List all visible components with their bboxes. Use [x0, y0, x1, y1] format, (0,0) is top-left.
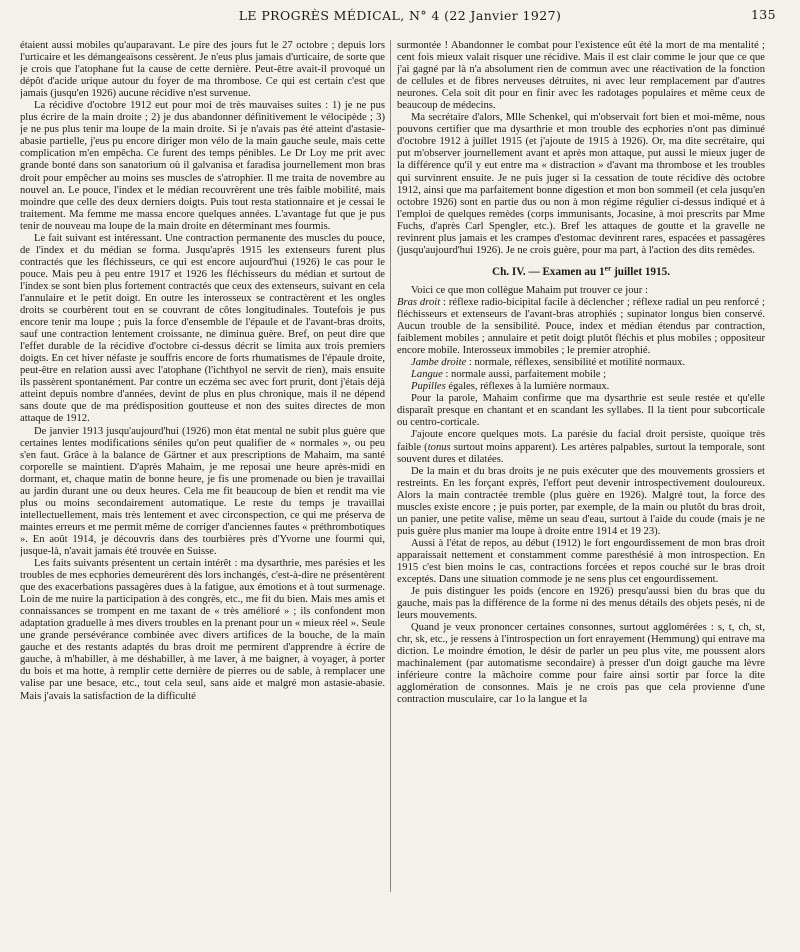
page-number: 135: [750, 7, 776, 22]
paragraph: Les faits suivants présentent un certain intérêt : ma dysarthrie, mes parésies et les troubles de mes ecphories demeurèrent dès lors inchangés, c'est-à-dire ne présentèrent que des exacerbations passagères dues à la fatigue, aux émotions et à tout surmenage. Loin de me nuire la participation à des congrès, etc., me fit du bien. Mais mes amis et connaissances se trompent en me taxant de « très amélioré » ; ils confondent mon adaptation graduelle à mes divers troubles en la prenant pour un « mieux réel ». Seule une grande persévérance combinée avec divers artifices de la bouche, de la main gauche et des restants adaptés du bras droit me permirent d'apprendre à écrire de gauche, à m'habiller, à me déshabiller, à me laver, à me baigner, à voyager, à porter du bois et ma hotte, à remplir cette dernière de pierres ou de sable, à remplacer une valise par une besace, etc., tout cela seul, sans aide et malgré mon astasie-abasie. Mais j'avais la satisfaction de la difficulté: [20, 558, 385, 702]
column-divider: [390, 40, 391, 892]
paragraph: De la main et du bras droits je ne puis exécuter que des mouvements grossiers et restreints. En les forçant exprès, l'effort peut devenir introspectivement douloureux. Alors la main contractée tremble (plus guère en 1926). Malgré tout, la force des muscles existe encore ; je puis porter, par exemple, de la main ou plutôt du bras droit, un panier, une petite valise, même un seau d'eau, surtout à l'aide du coude (mais je ne puis guère plus manier ma loupe à droite entre 1914 et 19 23).: [397, 465, 765, 537]
right-column: [397, 40, 765, 944]
paragraph: J'ajoute encore quelques mots. La parésie du facial droit persiste, quoique très faible (tonus surtout moins apparent). Les artères palpables, surtout la temporale, sont souvent dures et dilatées.: [397, 429, 765, 465]
left-column: [20, 40, 385, 944]
paragraph: étaient aussi mobiles qu'auparavant. Le pire des jours fut le 27 octobre ; depuis lors l'urticaire et les démangeaisons cessèrent. Je n'eus plus jamais d'urticaire, de sorte que je crois que l'atophane fut la cause de cette dernière. Peut-être avait-il provoqué un dépôt d'acide urique autour du foyer de ma thrombose. Ce qui est certain c'est que jamais (jusqu'en 1926) aucune récidive n'est survenue.: [20, 40, 385, 100]
paragraph: Voici ce que mon collègue Mahaim put trouver ce jour :: [411, 284, 648, 296]
chapter-heading: Ch. IV. — Examen au 1er juillet 1915.: [491, 263, 671, 278]
paragraph: De janvier 1913 jusqu'aujourd'hui (1926) mon état mental ne subit plus guère que certaines lentes modifications séniles qu'on peut qualifier de « normales », ou peu s'en faut. Grâce à la balance de Gärtner et aux prescriptions de Mahaim, ma santé corporelle se maintient. D'après Mahaim, je me reposai une heure après-midi en dormant, et, chaque matin de bonne heure, je fis une promenade ou bien je travaillai au jardin durant une ou deux heures. Cela me fit beaucoup de bien et rendit ma vie plus ou moins secondairement automatique. Le reste du temps je travaillai intellectuellement, mais très lentement et avec circonspection, ce qui me préserva de maintes erreurs et me permit même de corriger d'anciennes fautes « préthrombotiques ». En août 1914, je découvris dans des tourbières près d'Yvorne une fourmi qui, jusque-là, n'avait jamais été trouvée en Suisse.: [20, 425, 385, 557]
paragraph: La récidive d'octobre 1912 eut pour moi de très mauvaises suites : 1) je ne pus plus écrire de la main droite ; 2) je dus abandonner définitivement le vélocipède ; 3) je ne pus plus tenir ma loupe de la main droite. Si je n'avais pas été atteint d'astasie-abasie partielle, j'eus pu encore diriger mon vélo de la main gauche seule, mais cette complication m'en empêcha. Ce furent des temps pénibles. Le Dr Loy me prit avec grande bonté dans son sanatorium où il galvanisa et faradisa journellement mon bras droit pour empêcher au moins ses muscles de s'atrophier. Il me traita de novembre au nouvel an. Le pouce, l'index et le médian recouvrèrent une très faible mobilité, mais moindre que celle des deux derniers doigts. Puis tout resta stationnaire et je cessai le traitement. Ma femme me massa encore quelques années. L'avantage fut que je pus tenir de nouveau ma loupe de la main droite en déterminant mes fourmis.: [20, 100, 385, 232]
paragraph: Pour la parole, Mahaim confirme que ma dysarthrie est seule restée et qu'elle disparaît presque en chantant et en scandant les syllabes. Il la tient pour subcorticale ou centro-corticale.: [397, 393, 765, 429]
running-header: [20, 4, 780, 26]
paragraph: Je puis distinguer les poids (encore en 1926) presqu'aussi bien du bras que du gauche, mais pas la différence de la forme ni des menus détails des objets pesés, ni de leurs mouvements.: [397, 586, 765, 622]
paragraph: Langue : normale aussi, parfaitement mobile ;: [411, 369, 607, 381]
paragraph: Jambe droite : normale, réflexes, sensibilité et motilité normaux.: [411, 357, 686, 369]
paragraph: Aussi à l'état de repos, au début (1912) le fort engourdissement de mon bras droit apparaissait nettement et constamment comme paresthésié à mon introspection. En 1915 c'est bien moins le cas, contractions forcées et repos couché sur le bras droit exceptés. Dans une situation commode je ne sens plus cet engourdissement.: [397, 537, 765, 586]
journal-title: LE PROGRÈS MÉDICAL, N° 4 (22 Janvier 1927): [238, 7, 562, 23]
paragraph: Bras droit : réflexe radio-bicipital facile à déclencher ; réflexe radial un peu renforcé ; fléchisseurs et extenseurs de l'avant-bras atrophiés ; supinator longus bien conservé. Aucun trouble de la sensibilité. Pouce, index et médian étendus par contraction, faiblement mobiles ; annulaire et petit doigt plutôt fléchis et plus mobiles ; oppositeur encore mobile. Interosseux immobiles ; le premier atrophié.: [397, 296, 765, 357]
paragraph: Ma secrétaire d'alors, Mlle Schenkel, qui m'observait fort bien et moi-même, nous pouvons certifier que ma dysarthrie et mon trouble des ecphories n'ont pas diminué d'octobre 1912 à juillet 1915 (et j'ajoute de 1915 à 1926). Or, ma dite secrétaire, qui put m'observer journellement avant et après mon attaque, put aussi le mieux juger de la différence qu'il y eut entre ma « distraction » d'avant ma thrombose et les troubles qui survinrent ensuite. Je ne puis juger si la cessation de toute récidive dès octobre 1912, ainsi que ma parfaitement bonne digestion et mon bon sommeil (et cela jusqu'en octobre 1926) sont en partie dus ou non à mon régime régulier ci-dessus indiqué et à l'emploi de quelques remèdes (corps immunisants, Jocasine, à moi prescrits par Mme Fuchs, d'après Carl Spengler, etc.). Bref les attaques de goutte et la gravelle ne revinrent plus jamais et les crampes d'estomac devinrent rares, espacées et passagères (jusqu'aujourd'hui 1926). Je ne crois guère, pour ma part, à l'action des dits remèdes.: [397, 112, 765, 256]
paragraph: Le fait suivant est intéressant. Une contraction permanente des muscles du pouce, de l'index et du médian se forma. Jusqu'après 1915 les extenseurs furent plus contractés que les fléchisseurs, ce qui est encore aujourd'hui (1926) le cas pour le pouce. Mais peu à peu entre 1917 et 1926 les fléchisseurs du médian et surtout de l'index se sont bien plus fortement contractés que ceux des extenseurs, suivant en cela l'annulaire et le petit doigt. En outre les interosseux se contractèrent et les ongles droits se courbèrent tout en se couvrant de côtes longitudinales. Toutefois je pus encore tenir ma loupe ; puis la force d'ensemble de l'épaule et de l'avant-bras droits, sauf une contraction lentement croissante, ne diminua guère. Bref, on peut dire que l'effet durable de la récidive d'octobre ci-dessus décrit se limita aux trois premiers doigts. En cet hiver néfaste je souffris encore de forts rhumatismes de l'épaule droite, peut-être en relation aussi avec l'atophane (l'ichthyol ne servit de rien), mais ensuite ils passèrent spontanément. Par contre un eczéma sec avec fort prurit, dont j'étais déjà atteint depuis nombre d'années, devint de plus en plus chronique, mais il ne dépend sans doute que de ma prédisposition goutteuse et non des suites directes de mon attaque de 1912.: [20, 232, 385, 425]
paragraph: Pupilles égales, réflexes à la lumière normaux.: [411, 381, 610, 393]
paragraph: Quand je veux prononcer certaines consonnes, surtout agglomérées : s, t, ch, st, chr, sk, etc., je ressens à l'introspection un fort enrayement (Hemmung) qui entrave ma diction. Le moindre émotion, le désir de parler un peu plus vite, me poussent alors machinalement (par automatisme secondaire) à presser d'un doigt gauche ma lèvre inférieure contre la mâchoire comme pour faire ainsi sortir par force la dite agglomération de consonnes. Mais je ne crois pas que cela provienne d'une contraction musculaire, car 1o la langue et la: [397, 622, 765, 706]
paragraph: surmontée ! Abandonner le combat pour l'existence eût été la mort de ma mentalité ; cent fois mieux valait risquer une récidive. Mais il est clair comme le jour que ce que j'ai gagné par là n'a absolument rien de commun avec une réactivation de la fonction de cellules et de fibres nerveuses détruites, ni avec leur remplacement par d'autres neurones. Cela soit dit pour en finir avec les radotages populaires et même ceux de beaucoup de médecins.: [397, 40, 765, 112]
